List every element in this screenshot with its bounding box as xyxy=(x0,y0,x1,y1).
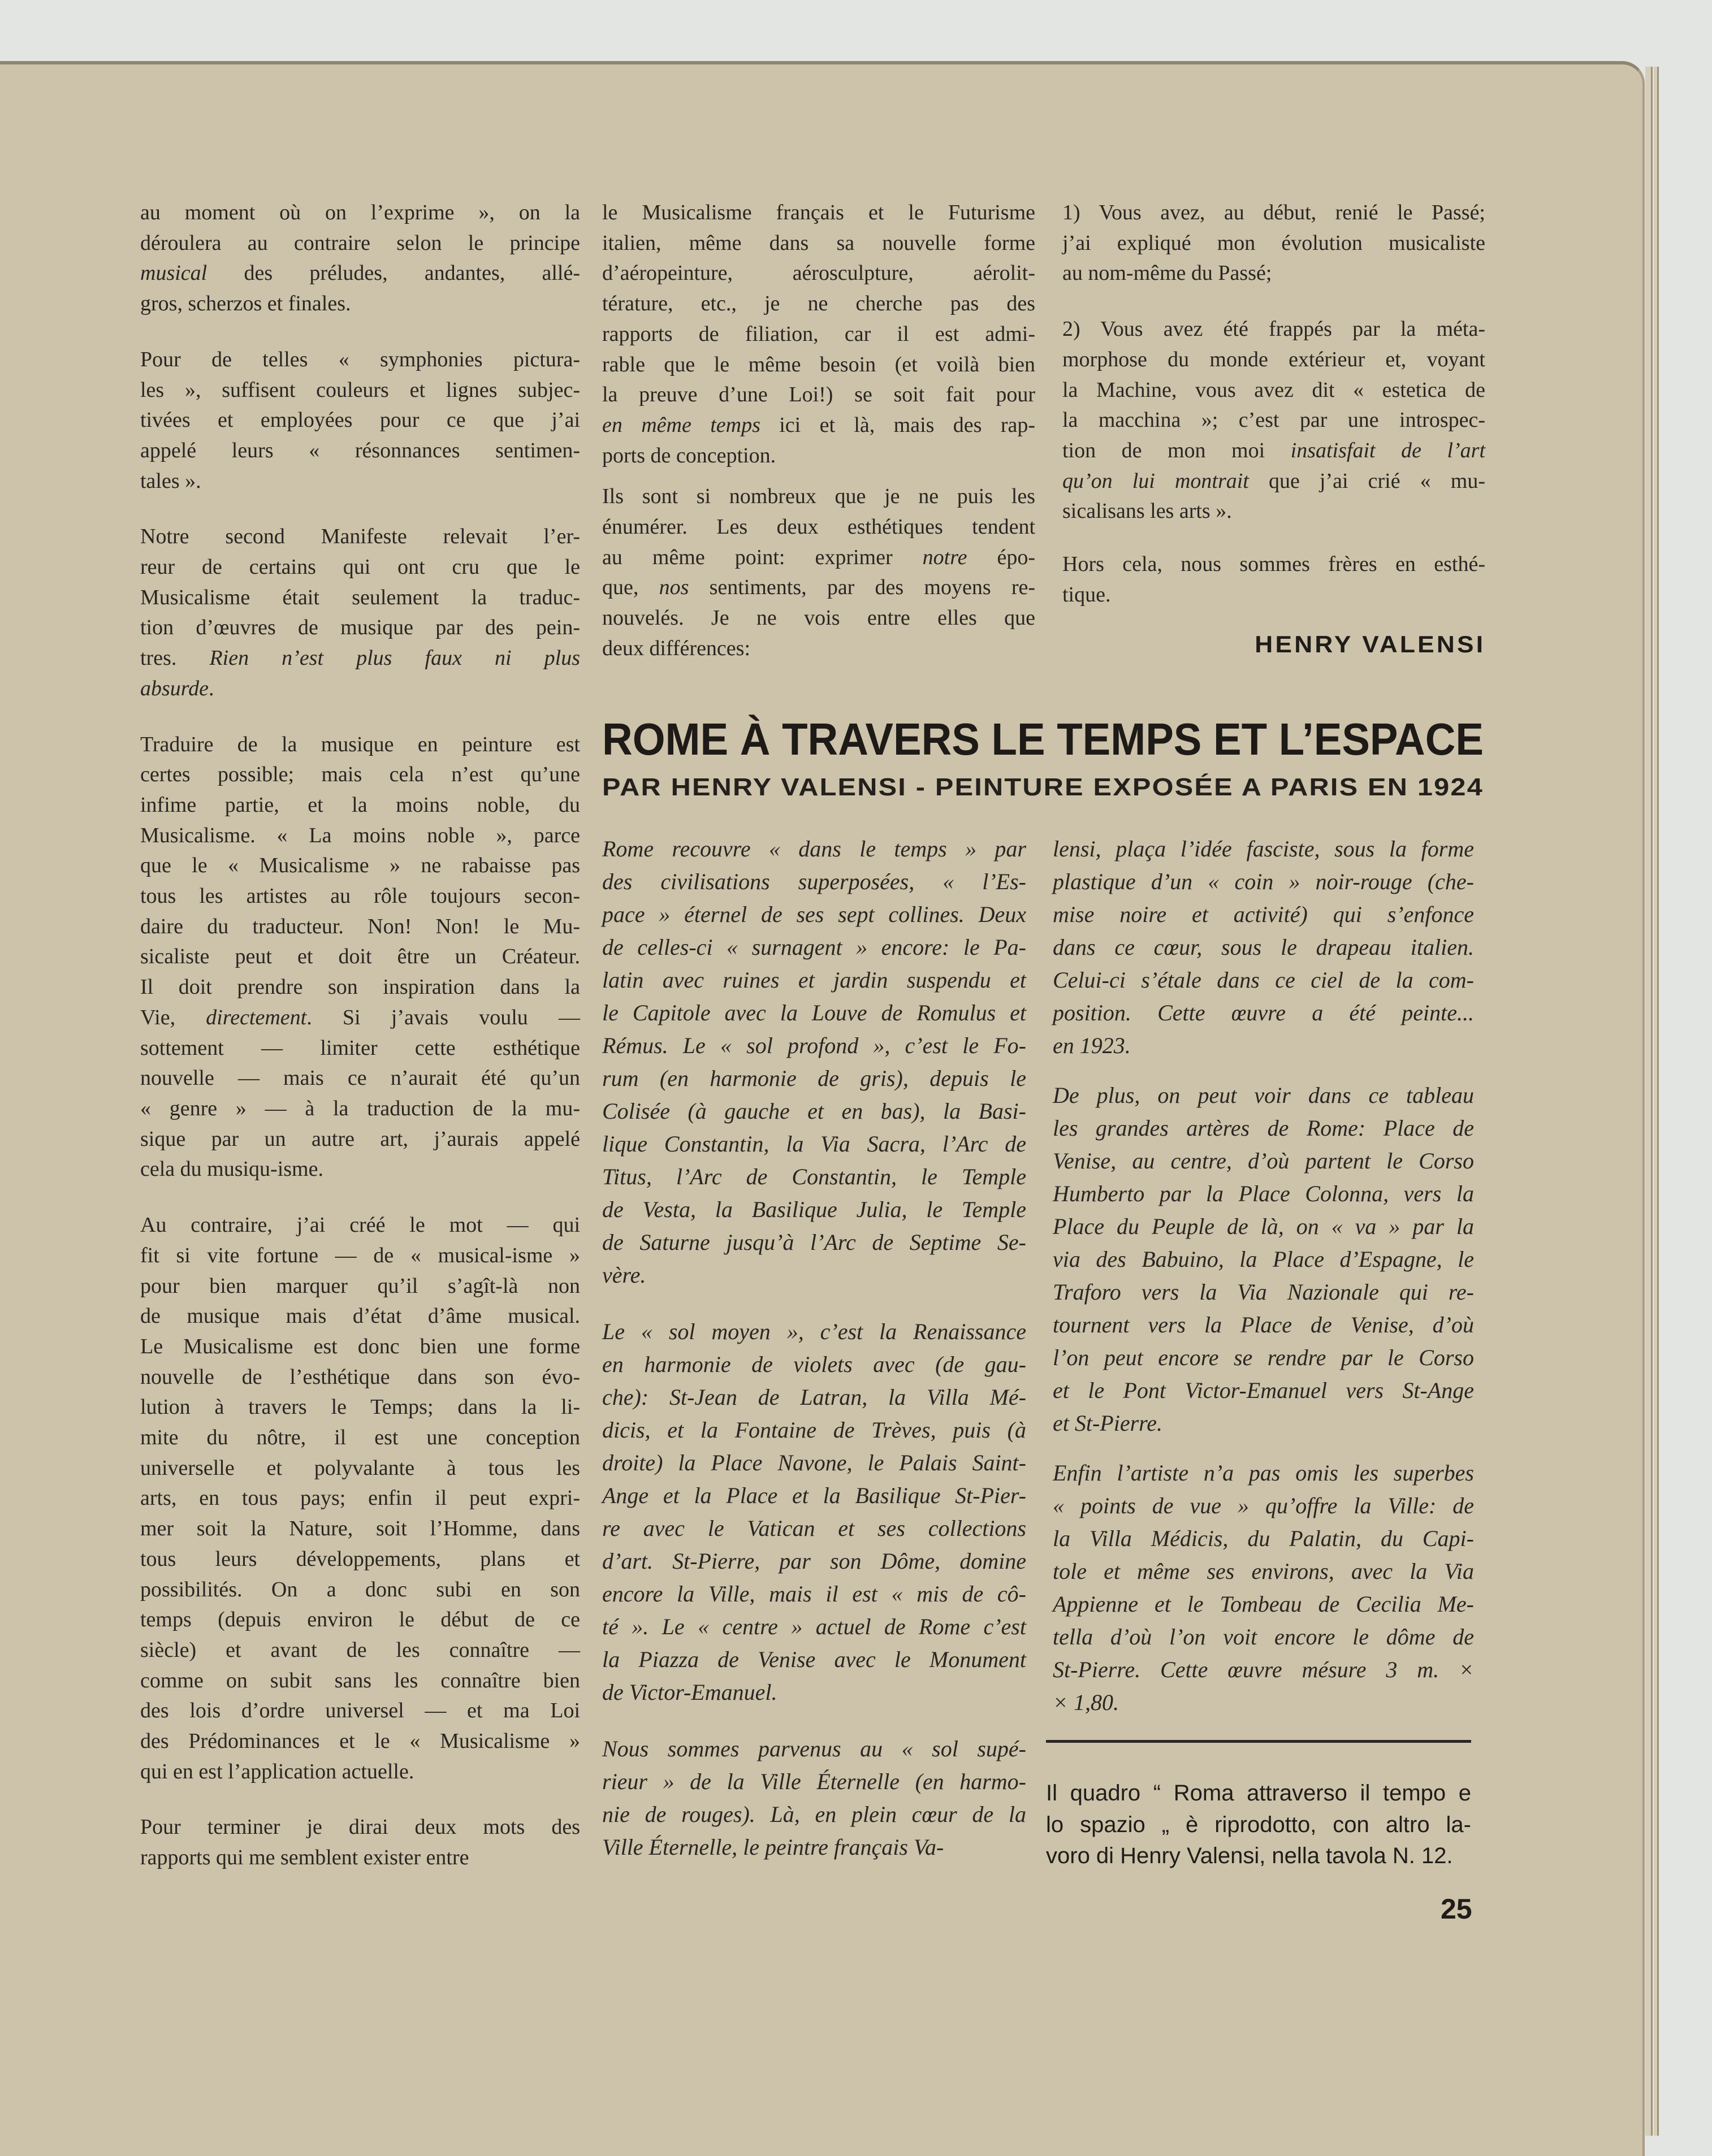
text-line: les grandes artères de Rome: Place de xyxy=(1053,1115,1474,1141)
text-line: voro di Henry Valensi, nella tavola N. 12. xyxy=(1046,1843,1453,1868)
illustration-caption xyxy=(1046,1778,1471,1872)
text-line: vère. xyxy=(602,1262,646,1288)
text-line: Hors cela, nous sommes frères en esthé- xyxy=(1062,552,1485,577)
page-number: 25 xyxy=(1441,1893,1472,1925)
text-line: tion de mon moi insatisfait de l’art xyxy=(1062,438,1485,462)
text-line: siècle) et avant de les connaître — xyxy=(140,1638,580,1662)
text-line: tivées et employées pour ce que j’ai xyxy=(140,408,580,432)
text-line: en 1923. xyxy=(1053,1033,1131,1058)
text-line: té ». Le « centre » actuel de Rome c’est xyxy=(602,1614,1026,1639)
paragraph xyxy=(1053,1457,1474,1719)
text-line: que le « Musicalisme » ne rabaisse pas xyxy=(140,854,580,878)
text-line: la preuve d’une Loi!) se soit fait pour xyxy=(602,383,1035,407)
text-line: le Capitole avec la Louve de Romulus et xyxy=(602,1000,1026,1025)
text-line: absurde. xyxy=(140,676,214,700)
text-line: appelé leurs « résonnances sentimen- xyxy=(140,438,580,462)
text-line: universelle et polyvalante à tous les xyxy=(140,1456,580,1480)
paragraph xyxy=(602,482,1035,664)
text-line: deux différences: xyxy=(602,636,751,660)
text-line: tous leurs développements, plans et xyxy=(140,1547,580,1571)
text-line: nouvelle — mais ce n’aurait été qu’un xyxy=(140,1066,580,1090)
text-line: Vie, directement. Si j’avais voulu — xyxy=(140,1005,580,1029)
text-line: de celles-ci « surnagent » encore: le Pa- xyxy=(602,934,1026,960)
text-line: de Saturne jusqu’à l’Arc de Septime Se- xyxy=(602,1229,1026,1255)
text-line: en même temps ici et là, mais des rap- xyxy=(602,413,1035,437)
text-line: via des Babuino, la Place d’Espagne, le xyxy=(1053,1246,1474,1272)
text-line: re avec le Vatican et ses collections xyxy=(602,1516,1026,1541)
emphasis: en même temps xyxy=(602,413,760,437)
paragraph xyxy=(1053,1079,1474,1440)
text-line: « points de vue » qu’offre la Ville: de xyxy=(1053,1493,1474,1518)
paragraph xyxy=(602,1733,1026,1864)
paragraph xyxy=(1053,833,1474,1062)
author-signature-text: HENRY VALENSI xyxy=(1255,631,1485,657)
text-line: et le Pont Victor-Emanuel vers St-Ange xyxy=(1053,1378,1474,1403)
text-line: déroulera au contraire selon le principe xyxy=(140,231,580,255)
text-line: Au contraire, j’ai créé le mot — qui xyxy=(140,1213,580,1237)
author-signature xyxy=(1255,631,1485,658)
paragraph xyxy=(1062,198,1485,289)
text-line: Humberto par la Place Colonna, vers la xyxy=(1053,1181,1474,1206)
text-line: tole et même ses environs, avec la Via xyxy=(1053,1558,1474,1584)
text-line: mer soit la Nature, soit l’Homme, dans xyxy=(140,1517,580,1541)
paragraph xyxy=(140,198,580,319)
text-line: nie de rouges). Là, en plein cœur de la xyxy=(602,1802,1026,1827)
paragraph xyxy=(140,345,580,497)
text-line: Place du Peuple de là, on « va » par la xyxy=(1053,1214,1474,1239)
text-line: daire du traducteur. Non! Non! le Mu- xyxy=(140,914,580,938)
text-line: lo spazio „ è riprodotto, con altro la- xyxy=(1046,1812,1471,1837)
text-line: l’on peut encore se rendre par le Corso xyxy=(1053,1345,1474,1370)
text-line: rieur » de la Ville Éternelle (en harmo- xyxy=(602,1769,1026,1794)
text-line: Pour terminer je dirai deux mots des xyxy=(140,1815,580,1839)
text-line: certes possible; mais cela n’est qu’une xyxy=(140,763,580,787)
text-line: lensi, plaça l’idée fasciste, sous la forme xyxy=(1053,836,1474,861)
text-line: tella d’où l’on voit encore le dôme de xyxy=(1053,1624,1474,1650)
text-line: la Villa Médicis, du Palatin, du Capi- xyxy=(1053,1526,1474,1551)
text-line: × 1,80. xyxy=(1053,1690,1119,1715)
text-line: rum (en harmonie de gris), depuis le xyxy=(602,1066,1026,1091)
emphasis: absurde xyxy=(140,676,209,700)
text-line: Il quadro “ Roma attraverso il tempo e xyxy=(1046,1781,1471,1806)
text-line: gros, scherzos et finales. xyxy=(140,292,351,316)
text-line: lution à travers le Temps; dans la li- xyxy=(140,1395,580,1419)
text-line: au même point: exprimer notre épo- xyxy=(602,545,1035,569)
text-line: « genre » — à la traduction de la mu- xyxy=(140,1096,580,1120)
text-line: nouvelle de l’esthétique dans son évo- xyxy=(140,1365,580,1389)
text-line: de Victor-Emanuel. xyxy=(602,1679,777,1705)
caption-divider xyxy=(1046,1740,1471,1743)
text-line: dicis, et la Fontaine de Trèves, puis (à xyxy=(602,1417,1026,1443)
text-line: De plus, on peut voir dans ce tableau xyxy=(1053,1083,1474,1108)
text-line: des Prédominances et le « Musicalisme » xyxy=(140,1729,580,1754)
continuation-column-1 xyxy=(140,198,580,1873)
paragraph xyxy=(140,730,580,1185)
emphasis: nos xyxy=(659,575,689,600)
paragraph xyxy=(1046,1778,1471,1872)
text-line: fit si vite fortune — de « musical-isme » xyxy=(140,1243,580,1267)
article-subtitle-text: PAR HENRY VALENSI - PEINTURE EXPOSÉE A PARIS EN 1924 xyxy=(602,773,1484,801)
text-line: reur de certains qui ont cru que le xyxy=(140,555,580,579)
text-line: Traforo vers la Via Nazionale qui re- xyxy=(1053,1279,1474,1305)
paragraph xyxy=(140,1210,580,1787)
text-line: encore la Ville, mais il est « mis de cô- xyxy=(602,1581,1026,1607)
text-line: temps (depuis environ le début de ce xyxy=(140,1608,580,1632)
text-line: lique Constantin, la Via Sacra, l’Arc de xyxy=(602,1131,1026,1157)
text-line: Notre second Manifeste relevait l’er- xyxy=(140,525,580,549)
text-line: et St-Pierre. xyxy=(1053,1410,1163,1436)
text-line: de Vesta, la Basilique Julia, le Temple xyxy=(602,1197,1026,1222)
text-line: nouvelés. Je ne vois entre elles que xyxy=(602,606,1035,630)
text-line: arts, en tous pays; enfin il peut expri- xyxy=(140,1486,580,1510)
continuation-column-3 xyxy=(1062,198,1485,610)
text-line: Enfin l’artiste n’a pas omis les superbes xyxy=(1053,1460,1474,1486)
text-line: que, nos sentiments, par des moyens re- xyxy=(602,575,1035,600)
text-line: latin avec ruines et jardin suspendu et xyxy=(602,967,1026,993)
text-line: rapports qui me semblent exister entre xyxy=(140,1846,469,1870)
text-line: ports de conception. xyxy=(602,443,776,467)
text-line: pour bien marquer qu’il s’agît-là non xyxy=(140,1274,580,1298)
text-line: Celui-ci s’étale dans ce ciel de la com- xyxy=(1053,967,1474,993)
text-line: au moment où on l’exprime », on la xyxy=(140,201,580,224)
text-line: Appienne et le Tombeau de Cecilia Me- xyxy=(1053,1591,1474,1617)
text-line: Colisée (à gauche et en bas), la Basi- xyxy=(602,1098,1026,1124)
paragraph xyxy=(1062,549,1485,610)
article-title xyxy=(602,713,1484,765)
page-edge xyxy=(1645,67,1653,2136)
text-line: mise noire et activité) qui s’enfonce xyxy=(1053,902,1474,927)
text-line: sicaliste peut et doit être un Créateur. xyxy=(140,945,580,969)
text-line: sottement — limiter cette esthétique xyxy=(140,1036,580,1060)
paragraph xyxy=(602,833,1026,1292)
text-line: le Musicalisme français et le Futurisme xyxy=(602,201,1035,224)
text-line: Rome recouvre « dans le temps » par xyxy=(602,836,1026,861)
text-line: tres. Rien n’est plus faux ni plus xyxy=(140,646,580,670)
text-line: tournent vers la Place de Venise, d’où xyxy=(1053,1312,1474,1337)
text-line: possibilités. On a donc subi en son xyxy=(140,1577,580,1601)
text-line: position. Cette œuvre a été peinte... xyxy=(1053,1000,1474,1025)
text-line: en harmonie de violets avec (de gau- xyxy=(602,1352,1026,1377)
text-line: tous les artistes au rôle toujours secon- xyxy=(140,884,580,908)
text-line: Nous sommes parvenus au « sol supé- xyxy=(602,1736,1026,1761)
text-line: mite du nôtre, il est une conception xyxy=(140,1426,580,1450)
emphasis: insatisfait de l’art xyxy=(1290,438,1485,462)
paragraph xyxy=(1062,314,1485,527)
text-line: térature, etc., je ne cherche pas des xyxy=(602,292,1035,316)
text-line: des lois d’ordre universel — et ma Loi xyxy=(140,1699,580,1723)
text-line: la Machine, vous avez dit « estetica de xyxy=(1062,378,1485,402)
text-line: Titus, l’Arc de Constantin, le Temple xyxy=(602,1164,1026,1189)
text-line: tales ». xyxy=(140,469,201,493)
text-line: pace » éternel de ses sept collines. Deux xyxy=(602,902,1026,927)
text-line: qui en est l’application actuelle. xyxy=(140,1759,414,1783)
article-subtitle xyxy=(602,773,1484,802)
emphasis: qu’on lui montrait xyxy=(1062,469,1249,493)
text-line: 1) Vous avez, au début, renié le Passé; xyxy=(1062,201,1485,224)
text-line: énumérer. Les deux esthétiques tendent xyxy=(602,515,1035,539)
text-line: qu’on lui montrait que j’ai crié « mu- xyxy=(1062,469,1485,493)
text-line: 2) Vous avez été frappés par la méta- xyxy=(1062,317,1485,341)
text-line: au nom-même du Passé; xyxy=(1062,261,1272,285)
page-edge xyxy=(1654,67,1659,2136)
article-column-2 xyxy=(1053,833,1474,1719)
text-line: tique. xyxy=(1062,582,1111,607)
emphasis: directement xyxy=(206,1005,307,1029)
text-line: plastique d’un « coin » noir-rouge (che- xyxy=(1053,869,1474,894)
text-line: St-Pierre. Cette œuvre mésure 3 m. × xyxy=(1053,1657,1474,1682)
text-line: j’ai expliqué mon évolution musicaliste xyxy=(1062,231,1485,255)
text-line: italien, même dans sa nouvelle forme xyxy=(602,231,1035,255)
text-line: tion d’œuvres de musique par des pein- xyxy=(140,616,580,640)
text-line: rapports de filiation, car il est admi- xyxy=(602,322,1035,346)
text-line: cela du musiqu-isme. xyxy=(140,1157,323,1181)
text-line: Ville Éternelle, le peintre français Va- xyxy=(602,1834,944,1860)
continuation-column-2 xyxy=(602,198,1035,664)
text-line: infime partie, et la moins noble, du xyxy=(140,793,580,817)
text-line: dans ce cœur, sous le drapeau italien. xyxy=(1053,934,1474,960)
text-line: Musicalisme. « La moins noble », parce xyxy=(140,823,580,847)
emphasis: notre xyxy=(922,545,967,569)
text-line: les », suffisent couleurs et lignes subjec- xyxy=(140,378,580,402)
text-line: des civilisations superposées, « l’Es- xyxy=(602,869,1026,894)
text-line: comme on subit sans les connaître bien xyxy=(140,1668,580,1692)
article-column-1 xyxy=(602,833,1026,1864)
text-line: droite) la Place Navone, le Palais Saint- xyxy=(602,1450,1026,1475)
text-line: Il doit prendre son inspiration dans la xyxy=(140,975,580,999)
emphasis: Rien n’est plus faux ni plus xyxy=(209,646,580,670)
paragraph xyxy=(140,1812,580,1873)
text-line: de musique mais d’état d’âme musical. xyxy=(140,1304,580,1328)
paragraph xyxy=(602,1315,1026,1709)
text-line: sicalisans les arts ». xyxy=(1062,499,1232,523)
text-line: Le « sol moyen », c’est la Renaissance xyxy=(602,1319,1026,1344)
text-line: sique par un autre art, j’aurais appelé xyxy=(140,1127,580,1151)
text-line: Venise, au centre, d’où partent le Corso xyxy=(1053,1148,1474,1174)
text-line: la macchina »; c’est par une introspec- xyxy=(1062,408,1485,432)
article-title-text: ROME À TRAVERS LE TEMPS ET L’ESPACE xyxy=(602,714,1484,764)
text-line: morphose du monde extérieur et, voyant xyxy=(1062,347,1485,371)
text-line: Musicalisme était seulement la traduc- xyxy=(140,585,580,609)
text-line: Traduire de la musique en peinture est xyxy=(140,732,580,756)
text-line: Ils sont si nombreux que je ne puis les xyxy=(602,484,1035,509)
text-line: Rémus. Le « sol profond », c’est le Fo- xyxy=(602,1033,1026,1058)
text-line: d’art. St-Pierre, par son Dôme, domine xyxy=(602,1548,1026,1574)
emphasis: musical xyxy=(140,261,207,285)
text-line: la Piazza de Venise avec le Monument xyxy=(602,1647,1026,1672)
paragraph xyxy=(140,522,580,704)
text-line: Le Musicalisme est donc bien une forme xyxy=(140,1334,580,1358)
text-line: d’aéropeinture, aérosculpture, aérolit- xyxy=(602,261,1035,285)
text-line: musical des préludes, andantes, allé- xyxy=(140,261,580,285)
text-line: che): St-Jean de Latran, la Villa Mé- xyxy=(602,1384,1026,1410)
text-line: Pour de telles « symphonies pictura- xyxy=(140,347,580,371)
text-line: Ange et la Place et la Basilique St-Pier- xyxy=(602,1483,1026,1508)
text-line: rable que le même besoin (et voilà bien xyxy=(602,352,1035,376)
paragraph xyxy=(602,198,1035,471)
